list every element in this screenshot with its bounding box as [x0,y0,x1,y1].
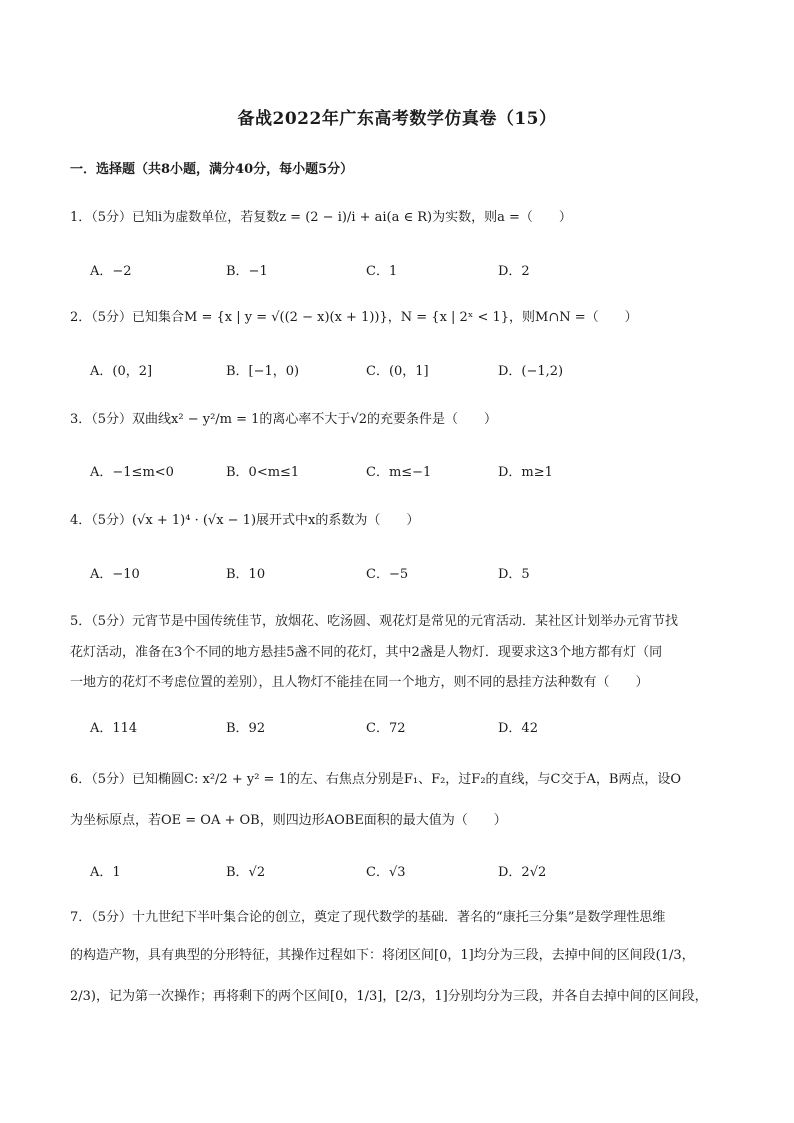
option-a: A．−1≤m<0 [90,465,174,480]
question-6-line-1: 6．（5分）已知椭圆C: x²/2 + y² = 1的左、右焦点分别是F₁、F₂，过F₂的直线，与C交于A，B两点，设O [70,772,682,787]
option-b: B．0<m≤1 [226,465,300,480]
option-c: C．√3 [366,865,406,880]
option-b: B．[−1，0) [226,364,300,379]
option-a: A．−10 [90,567,140,582]
question-2-text: 2．（5分）已知集合M = {x | y = √((2 − x)(x + 1))}，N = {x | 2ˣ < 1}，则M∩N =（ ） [70,310,638,325]
option-c: C．72 [366,721,406,736]
section-heading: 一．选择题（共8小题，满分40分，每小题5分） [70,162,354,177]
option-b: B．10 [226,567,266,582]
question-4-text: 4．（5分）(√x + 1)⁴ · (√x − 1)展开式中x的系数为（ ） [70,513,420,528]
option-d: D．42 [498,721,538,736]
question-5-line-1: 5．（5分）元宵节是中国传统佳节，放烟花、吃汤圆、观花灯是常见的元宵活动．某社区计划举办元宵节找 [70,614,679,629]
question-7-line-3: 2/3)，记为第一次操作；再将剩下的两个区间[0，1/3]，[2/3，1]分别均分为三段，并各自去掉中间的区间段， [70,989,708,1004]
question-1-options [90,260,690,279]
question-2-options [90,360,690,379]
question-5-line-3: 一地方的花灯不考虑位置的差别），且人物灯不能挂在同一个地方，则不同的悬挂方法种数有（ ） [70,675,649,690]
option-a: A．1 [90,865,121,880]
option-b: B．√2 [226,865,266,880]
exam-title: 备战2022年广东高考数学仿真卷（15） [237,109,557,129]
question-6-options [90,861,690,880]
question-3-options [90,461,690,480]
question-7-line-1: 7．（5分）十九世纪下半叶集合论的创立，奠定了现代数学的基础．著名的“康托三分集”是数学理性思维 [70,910,666,925]
option-d: D．2√2 [498,865,547,880]
option-c: C．(0，1] [366,364,429,379]
option-d: D．5 [498,567,530,582]
option-a: A．(0，2] [90,364,153,379]
question-5-options [90,717,690,736]
option-b: B．−1 [226,264,268,279]
question-1-text: 1．（5分）已知i为虚数单位，若复数z = (2 − i)/i + ai(a ∈ R)为实数，则a =（ ） [70,210,572,225]
question-4-options [90,563,690,582]
question-7-line-2: 的构造产物，具有典型的分形特征，其操作过程如下：将闭区间[0，1]均分为三段，去掉中间的区间段(1/3， [70,948,695,963]
option-a: A．114 [90,721,138,736]
option-c: C．−5 [366,567,409,582]
question-3-text: 3．（5分）双曲线x² − y²/m = 1的离心率不大于√2的充要条件是（ ） [70,412,497,427]
question-5-line-2: 花灯活动，准备在3个不同的地方悬挂5盏不同的花灯，其中2盏是人物灯．现要求这3个地方都有灯（同 [70,645,663,660]
option-a: A．−2 [90,264,132,279]
option-d: D．(−1,2) [498,364,564,379]
option-d: D．2 [498,264,530,279]
option-c: C．1 [366,264,398,279]
option-d: D．m≥1 [498,465,553,480]
option-b: B．92 [226,721,266,736]
option-c: C．m≤−1 [366,465,432,480]
question-6-line-2: 为坐标原点，若OE = OA + OB，则四边形AOBE面积的最大值为（ ） [70,813,507,828]
